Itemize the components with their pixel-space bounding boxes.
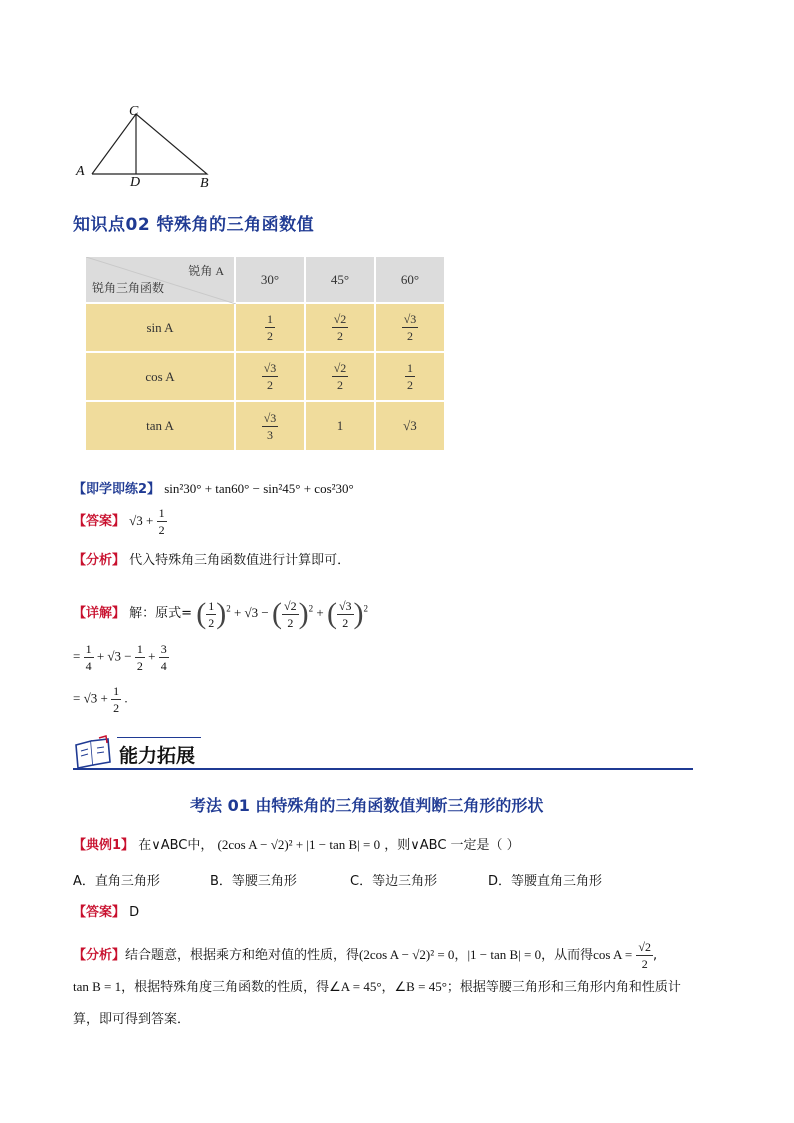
analysis-1-tag: 【分析】 xyxy=(73,553,126,568)
table-corner xyxy=(86,257,236,304)
option-a: A．直角三角形 xyxy=(73,874,160,889)
cos-60-value: $\frac{1}{2}$ xyxy=(376,353,446,402)
row-label-sin: sin A xyxy=(86,304,236,353)
detail-text: 解：原式= xyxy=(129,605,193,621)
example-1-post: ，则∨ABC 一定是（ ） xyxy=(384,838,520,853)
corner-angle-label: 锐角 A xyxy=(188,264,224,278)
tan-45-value: 1 xyxy=(306,402,376,452)
detail-expression: ( $\frac{1}{2}$ )$^2$ + √3 − ( $\frac{√2}{2}$ )$^2$ + ( $\frac{√3}{2}$ )$^2$ xyxy=(196,597,369,630)
practice-2-expression: sin²30° + tan60° − sin²45° + cos²30° xyxy=(164,481,354,496)
tan-60-value: √3 xyxy=(376,402,446,452)
topic-title: 考法 01 由特殊角的三角函数值判断三角形的形状 xyxy=(190,796,544,815)
corner-diagonal xyxy=(86,257,236,304)
answer-1-fraction: $\frac{1}{2}$ xyxy=(158,506,165,537)
example-1-tag: 【典例1】 xyxy=(73,838,135,853)
ability-title: 能力拓展 xyxy=(119,745,196,767)
analysis-2-tag: 【分析】 xyxy=(73,948,126,963)
row-label-tan: tan A xyxy=(86,402,236,452)
detail-tag: 【详解】 xyxy=(73,605,126,621)
book-icon xyxy=(73,735,113,769)
analysis-2-line-3: 算，即可得到答案． xyxy=(73,1012,191,1027)
ability-underline-top xyxy=(117,737,201,738)
analysis-2-line-1: 【分析】结合题意，根据乘方和绝对值的性质，得(2cos A − √2)² = 0，|1 − tan B| = 0，从而得cos A = $\frac{√2}{2}$ , xyxy=(73,940,658,971)
vertex-c-label: C xyxy=(129,104,139,119)
analysis-1-text: 代入特殊角三角函数值进行计算即可． xyxy=(129,553,351,568)
example-1-pre: 在∨ABC中， xyxy=(138,838,214,853)
sin-45-value: $\frac{√2}{2}$ xyxy=(306,304,376,353)
header-angle-30: 30° xyxy=(236,257,306,304)
example-1 xyxy=(73,837,520,854)
answer-2-text: D xyxy=(129,905,140,920)
trig-value-table xyxy=(86,257,446,452)
practice-2-tag: 【即学即练2】 xyxy=(73,482,161,497)
sin-60-value: $\frac{√3}{2}$ xyxy=(376,304,446,353)
answer-1-tag: 【答案】 xyxy=(73,514,126,529)
answer-1-lead: √3 + xyxy=(129,513,157,528)
sin-30-value: $\frac{1}{2}$ xyxy=(236,304,306,353)
answer-2-tag: 【答案】 xyxy=(73,905,126,920)
vertex-a-label: A xyxy=(76,164,85,179)
foot-d-label: D xyxy=(130,175,141,190)
option-b: B．等腰三角形 xyxy=(210,874,297,889)
section-title: 知识点02 特殊角的三角函数值 xyxy=(73,215,315,235)
detail-step-1: = $\frac{1}{4}$ + √3 − $\frac{1}{2}$ + $\frac{3}{4}$ xyxy=(73,642,167,673)
example-1-expression: (2cos A − √2)² + |1 − tan B| = 0 xyxy=(217,837,381,852)
analysis-1 xyxy=(73,553,350,569)
detail-step-2: = √3 + $\frac{1}{2}$ . xyxy=(73,684,128,715)
ability-divider xyxy=(73,768,693,770)
triangle-figure xyxy=(70,100,220,195)
cos-45-value: $\frac{√2}{2}$ xyxy=(306,353,376,402)
row-label-cos: cos A xyxy=(86,353,236,402)
header-angle-45: 45° xyxy=(306,257,376,304)
vertex-b-label: B xyxy=(200,176,209,191)
practice-2 xyxy=(73,481,354,498)
option-c: C．等边三角形 xyxy=(350,874,438,889)
analysis-2-line-2: tan B = 1，根据特殊角度三角函数的性质，得∠A = 45°，∠B = 45°；根据等腰三角形和三角形内角和性质计 xyxy=(73,979,681,995)
header-angle-60: 60° xyxy=(376,257,446,304)
tan-30-value: $\frac{√3}{3}$ xyxy=(236,402,306,452)
answer-1 xyxy=(73,507,167,536)
answer-2 xyxy=(73,905,139,921)
option-d: D．等腰直角三角形 xyxy=(488,874,603,889)
cos-30-value: $\frac{√3}{2}$ xyxy=(236,353,306,402)
detail-line-1 xyxy=(73,596,368,632)
corner-function-label: 锐角三角函数 xyxy=(92,281,165,295)
